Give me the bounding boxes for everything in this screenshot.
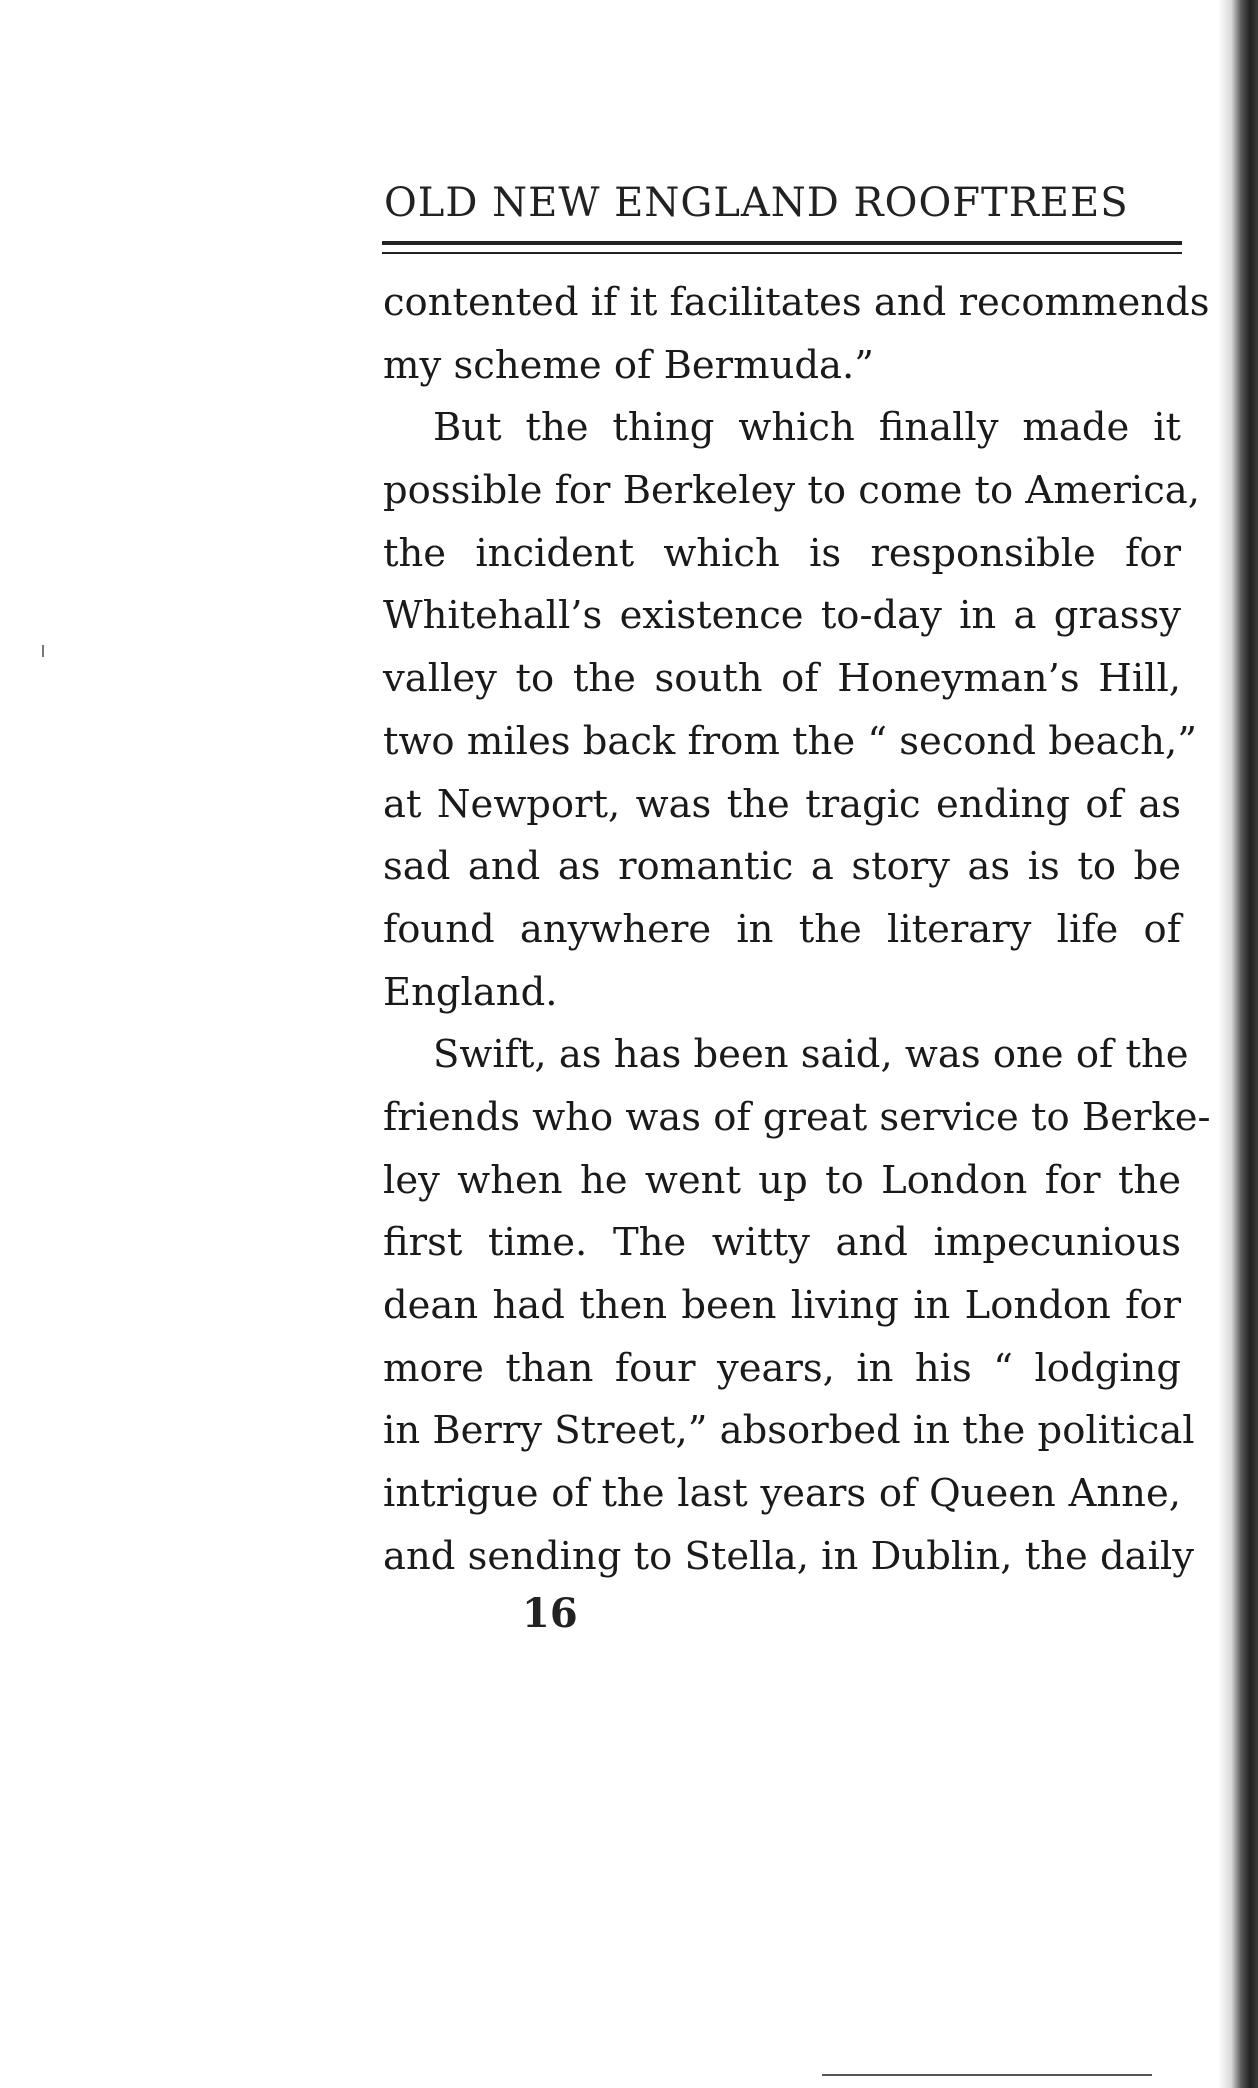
body-text — [383, 272, 1211, 1588]
text-line: sad and as romantic a story as is to be — [383, 844, 1181, 890]
text-line: found anywhere in the literary life of — [383, 906, 1181, 952]
header-rule-thin — [382, 252, 1182, 254]
text-line: more than four years, in his “ lodging — [383, 1345, 1181, 1391]
gutter-shadow-soft — [1218, 0, 1232, 2088]
text-line: my scheme of Bermuda.” — [383, 342, 874, 388]
text-line: Whitehall’s existence to-day in a grassy — [383, 593, 1181, 639]
running-head: OLD NEW ENGLAND ROOFTREES — [384, 180, 1129, 226]
text-line: England. — [383, 969, 558, 1015]
text-line: ley when he went up to London for the — [383, 1157, 1181, 1203]
text-line: contented if it facilitates and recommends — [383, 280, 1210, 325]
text-line: But the thing which finally made it — [433, 405, 1181, 451]
text-line: the incident which is responsible for — [383, 530, 1181, 576]
text-line: two miles back from the “ second beach,” — [383, 718, 1197, 764]
scan-speck — [42, 645, 44, 657]
text-line: friends who was of great service to Berke- — [383, 1094, 1211, 1140]
text-line: at Newport, was the tragic ending of as — [383, 781, 1181, 827]
text-line: dean had then been living in London for — [383, 1283, 1181, 1328]
text-line: possible for Berkeley to come to America, — [383, 468, 1200, 514]
page-number: 16 — [522, 1590, 578, 1637]
header-rule-thick — [382, 241, 1182, 245]
text-line: and sending to Stella, in Dublin, the daily — [383, 1533, 1195, 1579]
text-line: valley to the south of Honeyman’s Hill, — [383, 656, 1181, 702]
text-line: Swift, as has been said, was one of the — [433, 1032, 1189, 1078]
bottom-edge-mark — [822, 2074, 1152, 2076]
text-line: intrigue of the last years of Queen Anne, — [383, 1471, 1181, 1517]
gutter-shadow — [1232, 0, 1258, 2088]
text-line: in Berry Street,” absorbed in the political — [383, 1408, 1195, 1454]
text-line: first time. The witty and impecunious — [383, 1220, 1181, 1266]
